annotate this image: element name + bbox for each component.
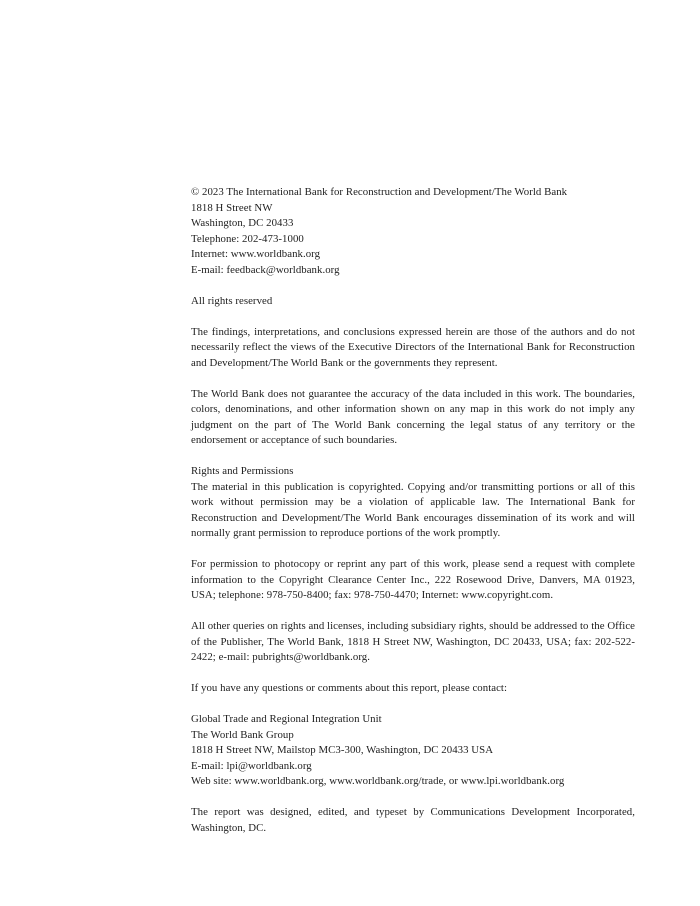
copyright-text-column [191,185,635,852]
publisher-address-line: E-mail: feedback@worldbank.org [191,263,340,276]
publisher-address-line: 1818 H Street NW [191,201,273,214]
disclaimer-findings [191,325,635,372]
questions-contact-intro [191,681,635,697]
other-queries [191,619,635,666]
contact-details [191,712,635,790]
rights-and-permissions-heading: Rights and Permissions [191,465,294,477]
contact-details-line: Global Trade and Regional Integration Unit [191,713,382,725]
rights-and-permissions [191,464,635,542]
publisher-address-line: Washington, DC 20433 [191,217,294,229]
disclaimer-data-accuracy-text: The World Bank does not guarantee the accuracy of the data included in this work. The boundaries, colors, denominations, and other information shown on any map in this work do not imply any judgment on the part of The World Bank concerning the legal status of any territory or the endorsement or acceptance of such boundaries. [191,387,635,446]
contact-details-line: The World Bank Group [191,728,294,741]
contact-details-line: E-mail: lpi@worldbank.org [191,759,312,772]
other-queries-text: All other queries on rights and licenses, including subsidiary rights, should be addressed to the Office of the Publisher, The World Bank, 1818 H Street NW, Washington, DC 20433, USA; fax: 202-522-2422; e-mail: pubrights@worldbank.org. [191,620,635,663]
colophon-text: The report was designed, edited, and typeset by Communications Development Incorporated, Washington, DC. [191,806,635,834]
photocopy-permission-text: For permission to photocopy or reprint any part of this work, please send a request with complete information to the Copyright Clearance Center Inc., 222 Rosewood Drive, Danvers, MA 01923, USA; telephone: 978-750-8400; fax: 978-750-4470; Internet: www.copyright.com. [191,558,635,601]
disclaimer-data-accuracy [191,387,635,449]
publisher-address [191,185,635,278]
questions-contact-intro-line: If you have any questions or comments about this report, please contact: [191,682,508,694]
contact-details-line: Web site: www.worldbank.org, www.worldbank.org/trade, or www.lpi.worldbank.org [191,775,565,787]
photocopy-permission [191,557,635,604]
publisher-address-line: Internet: www.worldbank.org [191,248,321,260]
publisher-address-line: © 2023 The International Bank for Reconstruction and Development/The World Bank [191,186,568,198]
all-rights-reserved-line: All rights reserved [191,294,273,307]
publisher-address-line: Telephone: 202-473-1000 [191,232,304,245]
all-rights-reserved [191,294,635,310]
contact-details-line: 1818 H Street NW, Mailstop MC3-300, Washington, DC 20433 USA [191,744,494,756]
disclaimer-findings-text: The findings, interpretations, and conclusions expressed herein are those of the authors and do not necessarily reflect the views of the Executive Directors of the International Bank for Reconstruction and Development/The World Bank or the governments they represent. [191,325,635,369]
rights-and-permissions-text: The material in this publication is copyrighted. Copying and/or transmitting portions or all of this work without permission may be a violation of applicable law. The International Bank for Reconstruction and Development/The World Bank encourages dissemination of its work and will normally grant permission to reproduce portions of the work promptly. [191,480,635,539]
colophon [191,805,635,836]
